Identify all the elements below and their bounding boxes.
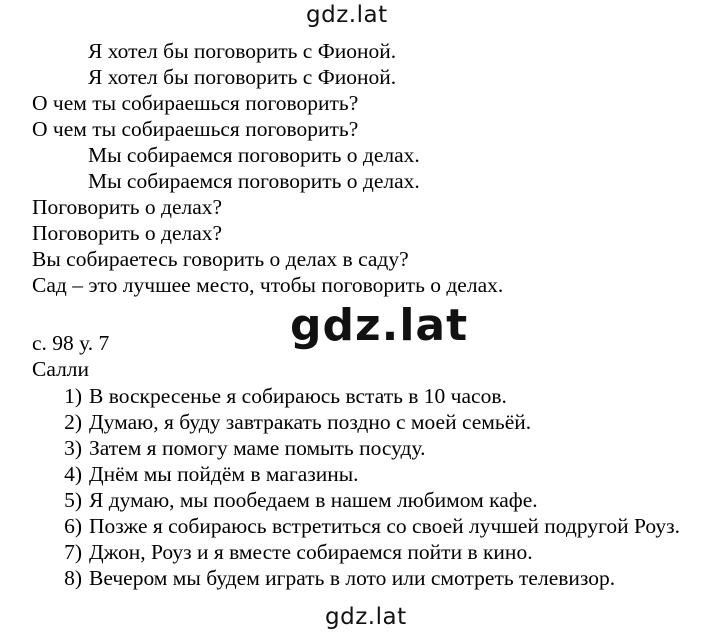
item-text: Позже я собираюсь встретиться со своей лучшей подругой Роуз. bbox=[89, 514, 680, 538]
dialogue-line: О чем ты собираешься поговорить? bbox=[32, 91, 359, 115]
item-text: В воскресенье я собираюсь встать в 10 часов. bbox=[89, 384, 507, 408]
item-text: Днём мы пойдём в магазины. bbox=[89, 462, 359, 486]
dialogue-line: Вы собираетесь говорить о делах в саду? bbox=[32, 247, 409, 271]
item-text: Я думаю, мы пообедаем в нашем любимом кафе. bbox=[89, 488, 538, 512]
dialogue-line: Мы собираемся поговорить о делах. bbox=[88, 143, 420, 167]
item-text: Вечером мы будем играть в лото или смотреть телевизор. bbox=[89, 566, 616, 590]
watermark-middle: gdz.lat bbox=[290, 300, 469, 351]
dialogue-line: Я хотел бы поговорить с Фионой. bbox=[88, 39, 397, 63]
item-number: 6) bbox=[64, 514, 82, 538]
exercise-name: Салли bbox=[32, 357, 90, 381]
item-number: 4) bbox=[64, 462, 82, 486]
dialogue-line: Я хотел бы поговорить с Фионой. bbox=[88, 65, 397, 89]
item-number: 7) bbox=[64, 540, 82, 564]
item-text: Думаю, я буду завтракать поздно с моей семьёй. bbox=[89, 410, 532, 434]
dialogue-line: О чем ты собираешься поговорить? bbox=[32, 117, 359, 141]
dialogue-line: Мы собираемся поговорить о делах. bbox=[88, 169, 420, 193]
item-number: 8) bbox=[64, 566, 82, 590]
dialogue-line: Поговорить о делах? bbox=[32, 221, 223, 245]
dialogue-line: Сад – это лучшее место, чтобы поговорить о делах. bbox=[32, 273, 504, 297]
item-number: 3) bbox=[64, 436, 82, 460]
item-number: 1) bbox=[64, 384, 82, 408]
item-number: 5) bbox=[64, 488, 82, 512]
item-text: Затем я помогу маме помыть посуду. bbox=[89, 436, 426, 460]
watermark-bottom: gdz.lat bbox=[325, 604, 407, 630]
exercise-reference: с. 98 у. 7 bbox=[32, 331, 110, 355]
item-number: 2) bbox=[64, 410, 82, 434]
dialogue-line: Поговорить о делах? bbox=[32, 195, 223, 219]
watermark-top: gdz.lat bbox=[306, 2, 388, 28]
item-text: Джон, Роуз и я вместе собираемся пойти в кино. bbox=[89, 540, 533, 564]
